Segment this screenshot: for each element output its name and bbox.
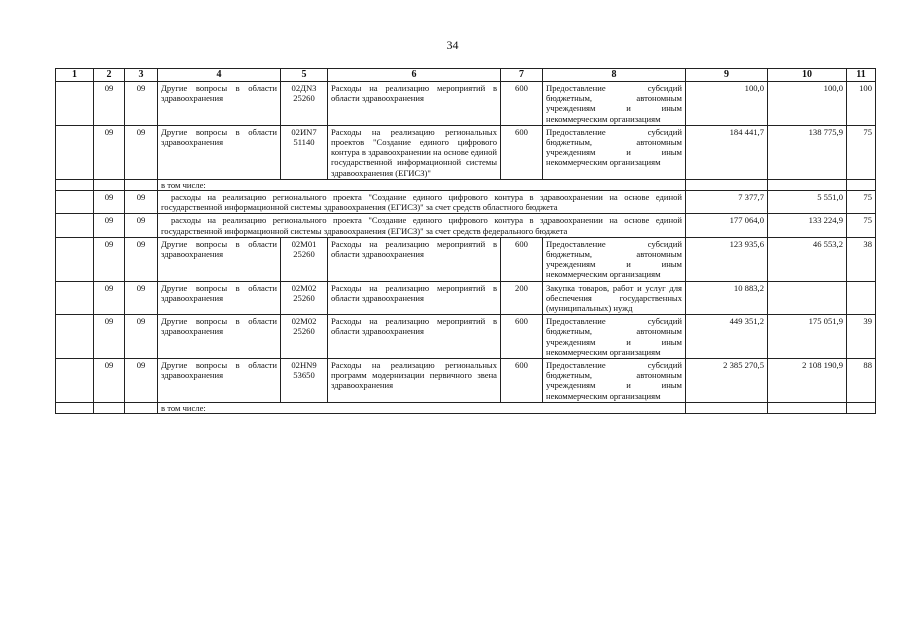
planned-amount-cell: 2 385 270,5 xyxy=(686,359,768,403)
subsection-code-cell: 09 xyxy=(125,125,158,179)
cell-col-1 xyxy=(56,82,94,126)
section-code-cell: 09 xyxy=(94,281,125,315)
target-item-name-cell: Расходы на реализацию мероприятий в области здравоохранения xyxy=(328,237,501,281)
expense-type-name-cell: Предоставление субсидий бюджетным, автономным учреждениям и иным некоммерческим организациям xyxy=(543,82,686,126)
page-number: 34 xyxy=(446,38,459,52)
planned-amount-cell: 10 883,2 xyxy=(686,281,768,315)
expense-type-code-cell: 600 xyxy=(501,359,543,403)
section-name-cell: Другие вопросы в области здравоохранения xyxy=(158,315,281,359)
subsection-code-cell: 09 xyxy=(125,281,158,315)
including-row xyxy=(56,179,876,190)
cell-col-1 xyxy=(56,179,94,190)
subtotal-description-text: расходы на реализацию регионального проекта "Создание единого цифрового контура в здравоохранении на основе единой государственной информационной системы здравоохранения (ЕГИСЗ)" за счет средств областного бюджета xyxy=(161,192,682,213)
section-name-cell: Другие вопросы в области здравоохранения xyxy=(158,281,281,315)
column-header: 6 xyxy=(328,69,501,82)
column-header: 1 xyxy=(56,69,94,82)
column-header: 9 xyxy=(686,69,768,82)
percent-cell: 100 xyxy=(847,82,876,126)
target-item-code-cell: 02М02 25260 xyxy=(281,281,328,315)
section-name-cell: Другие вопросы в области здравоохранения xyxy=(158,82,281,126)
cell-col-1 xyxy=(56,281,94,315)
executed-amount-cell: 133 224,9 xyxy=(768,214,847,237)
expense-type-name-cell: Предоставление субсидий бюджетным, автономным учреждениям и иным некоммерческим организациям xyxy=(543,237,686,281)
section-code-cell xyxy=(94,179,125,190)
subtotal-row xyxy=(56,191,876,214)
percent-cell xyxy=(847,402,876,413)
executed-amount-cell xyxy=(768,402,847,413)
target-item-code-cell: 02НN9 53650 xyxy=(281,359,328,403)
expense-type-name-cell: Закупка товаров, работ и услуг для обеспечения государственных (муниципальных) нужд xyxy=(543,281,686,315)
section-code-cell: 09 xyxy=(94,237,125,281)
table-row xyxy=(56,315,876,359)
expense-type-name-cell: Предоставление субсидий бюджетным, автономным учреждениям и иным некоммерческим организациям xyxy=(543,359,686,403)
cell-col-1 xyxy=(56,237,94,281)
target-item-name-cell: Расходы на реализацию мероприятий в области здравоохранения xyxy=(328,281,501,315)
column-header: 8 xyxy=(543,69,686,82)
target-item-code-cell: 02М02 25260 xyxy=(281,315,328,359)
subsection-code-cell: 09 xyxy=(125,315,158,359)
executed-amount-cell: 138 775,9 xyxy=(768,125,847,179)
subtotal-description-text: расходы на реализацию регионального проекта "Создание единого цифрового контура в здравоохранении на основе единой государственной информационной системы здравоохранения (ЕГИСЗ)" за счет средств федерального бюджета xyxy=(161,215,682,236)
section-code-cell: 09 xyxy=(94,315,125,359)
planned-amount-cell: 100,0 xyxy=(686,82,768,126)
expense-type-code-cell: 600 xyxy=(501,125,543,179)
column-header: 2 xyxy=(94,69,125,82)
target-item-name-cell: Расходы на реализацию региональных программ модернизации первичного звена здравоохранения xyxy=(328,359,501,403)
subsection-code-cell: 09 xyxy=(125,237,158,281)
subtotal-description-cell xyxy=(158,191,686,214)
budget-table xyxy=(55,68,876,414)
planned-amount-cell: 184 441,7 xyxy=(686,125,768,179)
expense-type-name-cell: Предоставление субсидий бюджетным, автономным учреждениям и иным некоммерческим организациям xyxy=(543,125,686,179)
expense-type-code-cell: 600 xyxy=(501,315,543,359)
planned-amount-cell: 7 377,7 xyxy=(686,191,768,214)
percent-cell: 39 xyxy=(847,315,876,359)
column-header: 7 xyxy=(501,69,543,82)
executed-amount-cell: 175 051,9 xyxy=(768,315,847,359)
executed-amount-cell xyxy=(768,281,847,315)
subsection-code-cell: 09 xyxy=(125,359,158,403)
expense-type-code-cell: 600 xyxy=(501,82,543,126)
percent-cell: 38 xyxy=(847,237,876,281)
executed-amount-cell xyxy=(768,179,847,190)
column-header: 10 xyxy=(768,69,847,82)
table-body xyxy=(56,82,876,414)
cell-col-1 xyxy=(56,214,94,237)
cell-col-1 xyxy=(56,359,94,403)
table-row xyxy=(56,359,876,403)
percent-cell xyxy=(847,281,876,315)
subsection-code-cell xyxy=(125,179,158,190)
percent-cell: 88 xyxy=(847,359,876,403)
section-code-cell: 09 xyxy=(94,214,125,237)
section-code-cell: 09 xyxy=(94,125,125,179)
table-row xyxy=(56,82,876,126)
table-row xyxy=(56,281,876,315)
executed-amount-cell: 5 551,0 xyxy=(768,191,847,214)
expense-type-name-cell: Предоставление субсидий бюджетным, автономным учреждениям и иным некоммерческим организациям xyxy=(543,315,686,359)
percent-cell: 75 xyxy=(847,214,876,237)
table-row xyxy=(56,237,876,281)
target-item-name-cell: Расходы на реализацию региональных проектов "Создание единого цифрового контура в здравоохранении на основе единой государственной информационной системы здравоохранения (ЕГИСЗ)" xyxy=(328,125,501,179)
header-row xyxy=(56,69,876,82)
target-item-code-cell: 02ДN3 25260 xyxy=(281,82,328,126)
cell-col-1 xyxy=(56,191,94,214)
planned-amount-cell xyxy=(686,179,768,190)
section-name-cell: Другие вопросы в области здравоохранения xyxy=(158,359,281,403)
cell-col-1 xyxy=(56,402,94,413)
executed-amount-cell: 46 553,2 xyxy=(768,237,847,281)
planned-amount-cell: 449 351,2 xyxy=(686,315,768,359)
target-item-name-cell: Расходы на реализацию мероприятий в области здравоохранения xyxy=(328,315,501,359)
executed-amount-cell: 2 108 190,9 xyxy=(768,359,847,403)
column-header: 3 xyxy=(125,69,158,82)
subsection-code-cell: 09 xyxy=(125,82,158,126)
table-row xyxy=(56,125,876,179)
cell-col-1 xyxy=(56,315,94,359)
section-name-cell: Другие вопросы в области здравоохранения xyxy=(158,125,281,179)
subsection-code-cell: 09 xyxy=(125,214,158,237)
target-item-code-cell: 02М01 25260 xyxy=(281,237,328,281)
percent-cell: 75 xyxy=(847,125,876,179)
including-row xyxy=(56,402,876,413)
section-code-cell: 09 xyxy=(94,359,125,403)
subtotal-description-cell xyxy=(158,214,686,237)
column-header: 4 xyxy=(158,69,281,82)
target-item-name-cell: Расходы на реализацию мероприятий в области здравоохранения xyxy=(328,82,501,126)
section-code-cell: 09 xyxy=(94,191,125,214)
planned-amount-cell: 123 935,6 xyxy=(686,237,768,281)
planned-amount-cell xyxy=(686,402,768,413)
percent-cell xyxy=(847,179,876,190)
executed-amount-cell: 100,0 xyxy=(768,82,847,126)
section-code-cell xyxy=(94,402,125,413)
subsection-code-cell: 09 xyxy=(125,191,158,214)
cell-col-1 xyxy=(56,125,94,179)
column-header: 5 xyxy=(281,69,328,82)
planned-amount-cell: 177 064,0 xyxy=(686,214,768,237)
expense-type-code-cell: 200 xyxy=(501,281,543,315)
section-name-cell: Другие вопросы в области здравоохранения xyxy=(158,237,281,281)
section-code-cell: 09 xyxy=(94,82,125,126)
including-label-cell: в том числе: xyxy=(158,179,686,190)
including-label-cell: в том числе: xyxy=(158,402,686,413)
target-item-code-cell: 02ИN7 51140 xyxy=(281,125,328,179)
subtotal-row xyxy=(56,214,876,237)
subsection-code-cell xyxy=(125,402,158,413)
expense-type-code-cell: 600 xyxy=(501,237,543,281)
percent-cell: 75 xyxy=(847,191,876,214)
column-header: 11 xyxy=(847,69,876,82)
